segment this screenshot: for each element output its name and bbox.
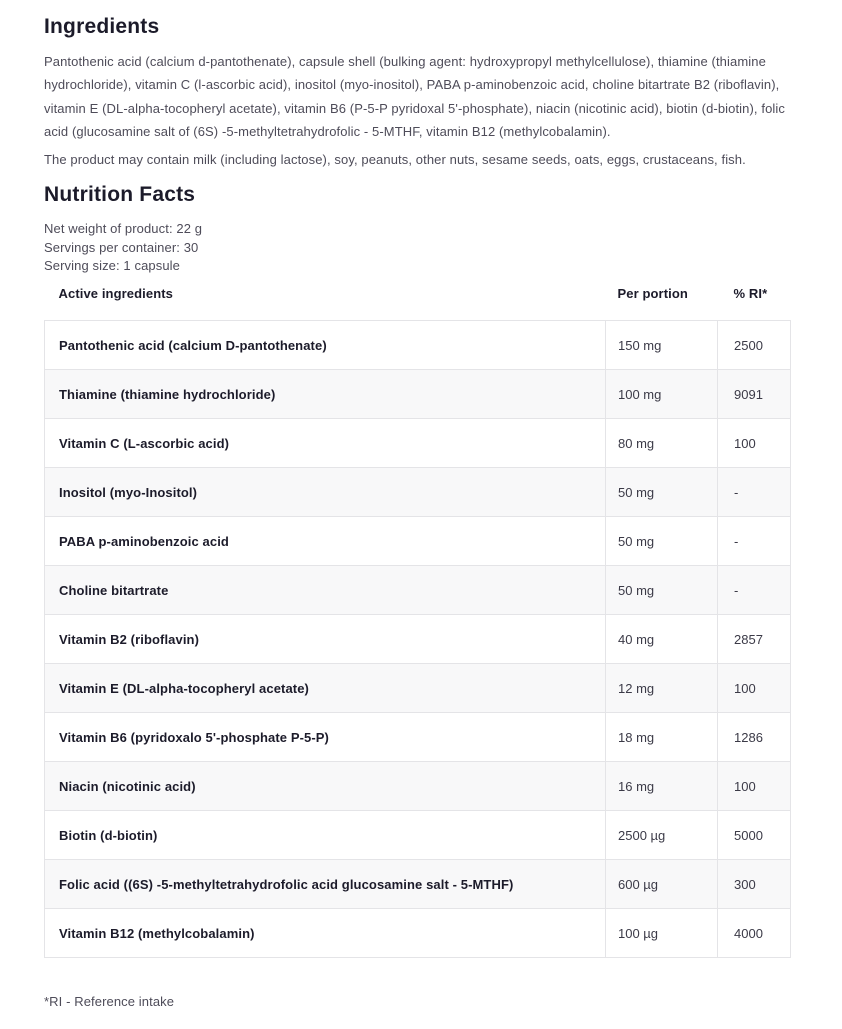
ingredient-name-cell: Vitamin B2 (riboflavin) (45, 615, 606, 664)
ingredient-name-cell: Vitamin B6 (pyridoxalo 5'-phosphate P-5-P) (45, 713, 606, 762)
active-ingredients-table (44, 284, 791, 958)
servings-per-container-line: Servings per container: 30 (44, 239, 199, 255)
percent-ri-cell: 2857 (718, 615, 791, 664)
ingredients-title: Ingredients (44, 15, 160, 38)
ingredient-name-cell: Vitamin E (DL-alpha-tocopheryl acetate) (45, 664, 606, 713)
net-weight-line: Net weight of product: 22 g (44, 221, 203, 237)
per-portion-cell: 50 mg (606, 517, 718, 566)
ingredients-list-text: Pantothenic acid (calcium d-pantothenate), capsule shell (bulking agent: hydroxypropyl methylcellulose), thiamine (thiamine hydrochloride), vitamin C (l-ascorbic acid), inositol (myo-inositol), PABA p-aminobenzoic acid, choline bitartrate B2 (riboflavin), vitamin E (DL-alpha-tocopheryl acetate), vitamin B6 (P-5-P pyridoxal 5'-phosphate), niacin (nicotinic acid), biotin (d-biotin), folic acid (glucosamine salt of (6S) -5-methyltetrahydrofolic - 5-MTHF, vitamin B12 (methylcobalamin). (44, 54, 785, 140)
table-row (45, 713, 791, 762)
ingredient-name-cell: PABA p-aminobenzoic acid (45, 517, 606, 566)
percent-ri-cell: 5000 (718, 811, 791, 860)
per-portion-cell: 600 µg (606, 860, 718, 909)
per-portion-cell: 16 mg (606, 762, 718, 811)
table-row (45, 615, 791, 664)
table-row (45, 811, 791, 860)
column-header-active-ingredients: Active ingredients (45, 284, 606, 321)
serving-info (44, 220, 796, 276)
column-header-per-portion: Per portion (606, 284, 718, 321)
ingredient-name-cell: Choline bitartrate (45, 566, 606, 615)
per-portion-cell: 100 mg (606, 370, 718, 419)
percent-ri-cell: 2500 (718, 321, 791, 370)
table-row (45, 517, 791, 566)
ingredients-section (44, 14, 796, 171)
per-portion-cell: 100 µg (606, 909, 718, 958)
per-portion-cell: 150 mg (606, 321, 718, 370)
per-portion-cell: 50 mg (606, 566, 718, 615)
table-row (45, 370, 791, 419)
table-row (45, 566, 791, 615)
percent-ri-cell: 100 (718, 664, 791, 713)
table-row (45, 664, 791, 713)
table-row (45, 909, 791, 958)
table-row (45, 419, 791, 468)
percent-ri-cell: - (718, 517, 791, 566)
table-body (45, 321, 791, 958)
per-portion-cell: 40 mg (606, 615, 718, 664)
nutrition-facts-section (44, 182, 796, 1009)
percent-ri-cell: 100 (718, 762, 791, 811)
reference-intake-footnote: *RI - Reference intake (44, 994, 175, 1010)
ingredient-name-cell: Folic acid ((6S) -5-methyltetrahydrofolic acid glucosamine salt - 5-MTHF) (45, 860, 606, 909)
percent-ri-cell: - (718, 566, 791, 615)
percent-ri-cell: 9091 (718, 370, 791, 419)
percent-ri-cell: 100 (718, 419, 791, 468)
ingredient-name-cell: Pantothenic acid (calcium D-pantothenate) (45, 321, 606, 370)
table-row (45, 860, 791, 909)
ingredient-name-cell: Niacin (nicotinic acid) (45, 762, 606, 811)
allergen-note: The product may contain milk (including lactose), soy, peanuts, other nuts, sesame seeds, oats, eggs, crustaceans, fish. (44, 151, 746, 167)
percent-ri-cell: 300 (718, 860, 791, 909)
column-header-percent-ri: % RI* (718, 284, 791, 321)
ingredient-name-cell: Vitamin C (L-ascorbic acid) (45, 419, 606, 468)
per-portion-cell: 80 mg (606, 419, 718, 468)
per-portion-cell: 18 mg (606, 713, 718, 762)
per-portion-cell: 50 mg (606, 468, 718, 517)
table-header-row (45, 284, 791, 321)
table-row (45, 468, 791, 517)
table-row (45, 321, 791, 370)
percent-ri-cell: 1286 (718, 713, 791, 762)
ingredient-name-cell: Inositol (myo-Inositol) (45, 468, 606, 517)
ingredient-name-cell: Vitamin B12 (methylcobalamin) (45, 909, 606, 958)
per-portion-cell: 2500 µg (606, 811, 718, 860)
percent-ri-cell: - (718, 468, 791, 517)
nutrition-facts-title: Nutrition Facts (44, 183, 196, 207)
percent-ri-cell: 4000 (718, 909, 791, 958)
table-row (45, 762, 791, 811)
per-portion-cell: 12 mg (606, 664, 718, 713)
ingredient-name-cell: Thiamine (thiamine hydrochloride) (45, 370, 606, 419)
serving-size-line: Serving size: 1 capsule (44, 258, 180, 274)
ingredient-name-cell: Biotin (d-biotin) (45, 811, 606, 860)
